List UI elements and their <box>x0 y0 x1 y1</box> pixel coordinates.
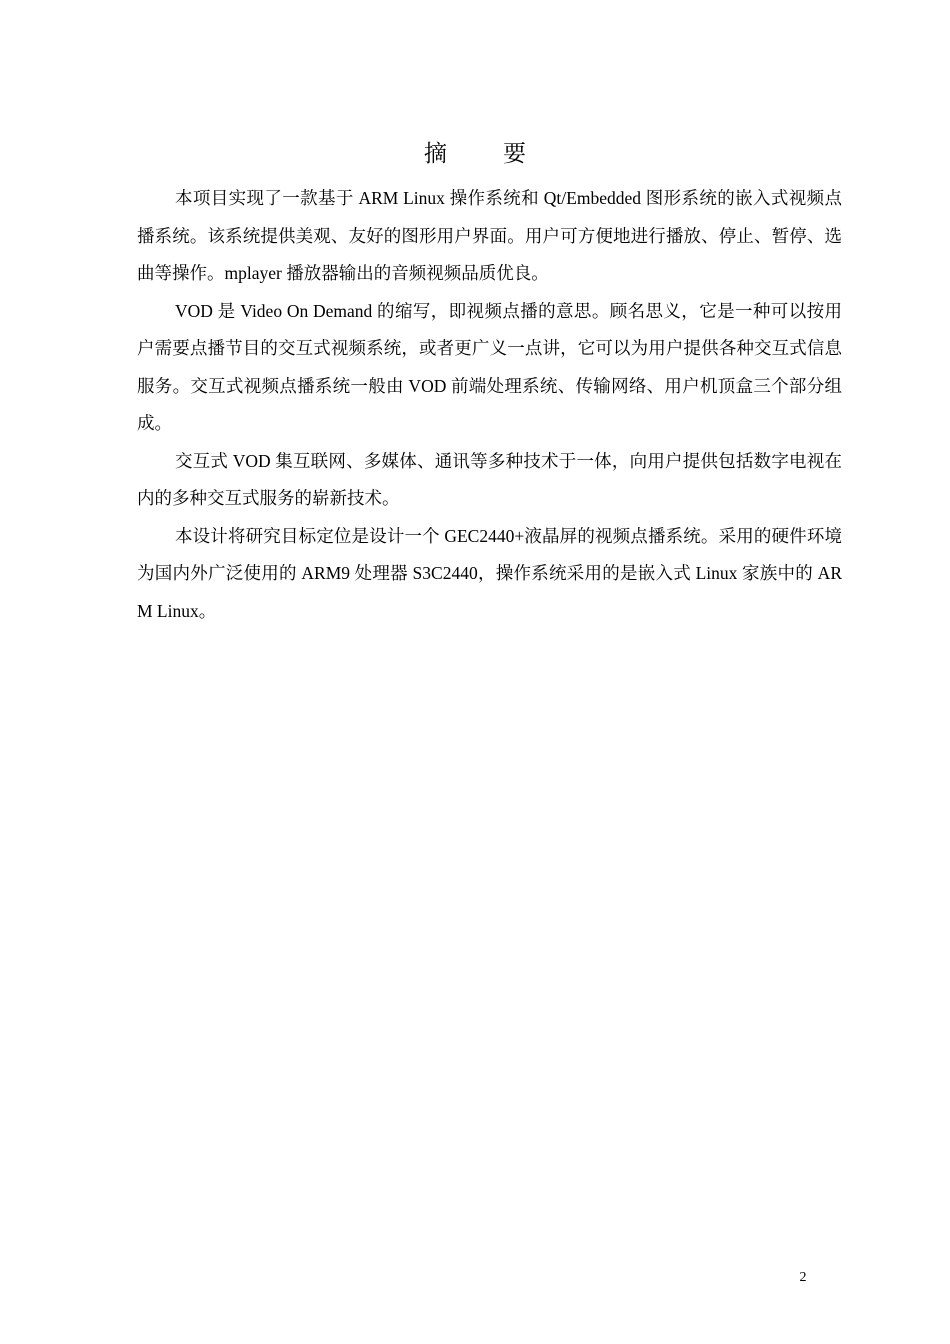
abstract-title-char-2: 要 <box>503 141 526 167</box>
abstract-title-char-1: 摘 <box>424 141 447 167</box>
page-number: 2 <box>799 1270 807 1285</box>
abstract-body <box>137 180 842 630</box>
abstract-paragraph-4: 本设计将研究目标定位是设计一个 GEC2440+液晶屏的视频点播系统。采用的硬件环境为国内外广泛使用的 ARM9 处理器 S3C2440，操作系统采用的是嵌入式 Linux 家族中的 ARM Linux。 <box>137 525 842 621</box>
abstract-title <box>0 136 950 172</box>
abstract-paragraph-3: 交互式 VOD 集互联网、多媒体、通讯等多种技术于一体，向用户提供包括数字电视在内的多种交互式服务的崭新技术。 <box>137 450 842 508</box>
abstract-paragraph-1: 本项目实现了一款基于 ARM Linux 操作系统和 Qt/Embedded 图形系统的嵌入式视频点播系统。该系统提供美观、友好的图形用户界面。用户可方便地进行播放、停止、暂停、选曲等操作。mplayer 播放器输出的音频视频品质优良。 <box>137 188 842 283</box>
abstract-paragraph-2: VOD 是 Video On Demand 的缩写，即视频点播的意思。顾名思义，它是一种可以按用户需要点播节目的交互式视频系统，或者更广义一点讲，它可以为用户提供各种交互式信息服务。交互式视频点播系统一般由 VOD 前端处理系统、传输网络、用户机顶盒三个部分组成。 <box>137 300 842 433</box>
